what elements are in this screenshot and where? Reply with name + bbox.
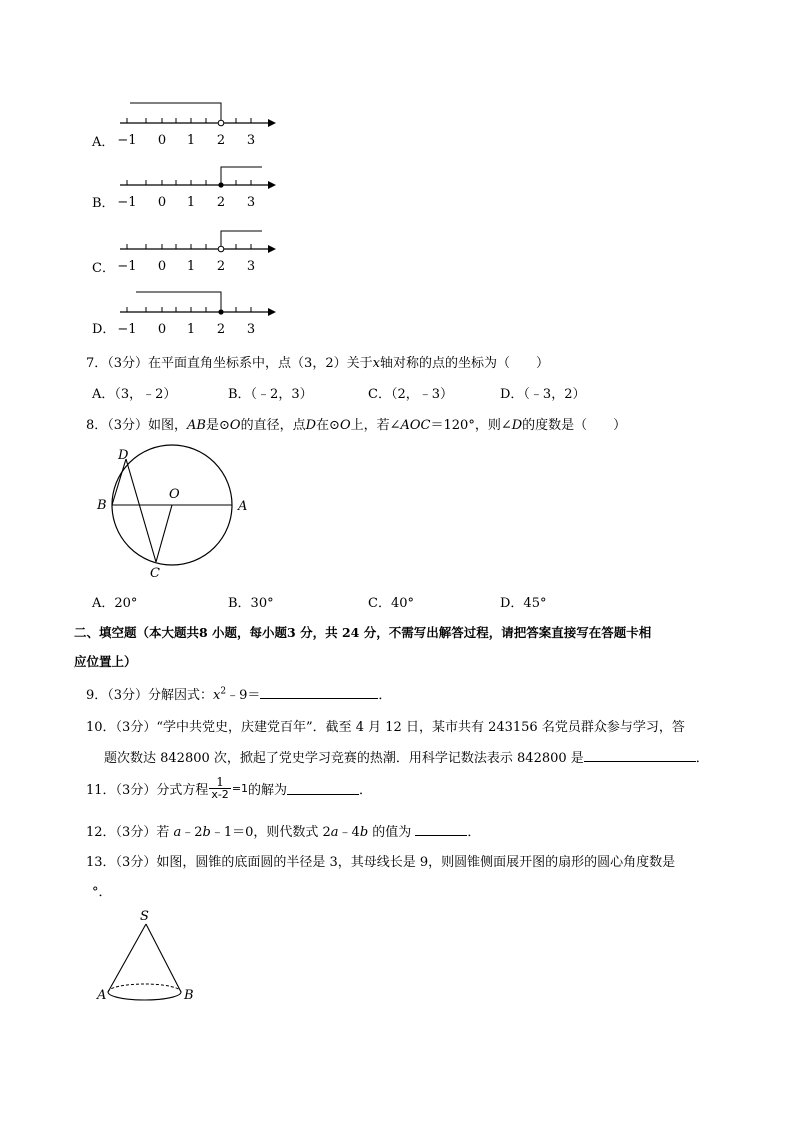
q11-fraction: $\frac{1}{x-2}$ [211, 775, 229, 801]
label-a: A [238, 499, 248, 514]
tick-label: 1 [186, 133, 196, 148]
q6-option-b-label: B． [92, 196, 115, 211]
base-front-arc [108, 992, 181, 1000]
q6-option-a-numberline [116, 98, 280, 150]
q12-answer-blank[interactable] [415, 823, 467, 836]
chord-dc [126, 459, 156, 562]
q9: 9．（3分）分解因式：$x^2﹣9=$ ． [86, 686, 392, 703]
svg-text:−1: −1 [117, 259, 137, 274]
label-o: O [169, 487, 180, 502]
cone-side-sa [108, 924, 146, 992]
svg-text:3: 3 [246, 195, 256, 210]
q8-option-c: C．40° [368, 596, 414, 611]
q8-option-a: A．20° [92, 596, 138, 611]
q11-answer-blank[interactable] [287, 782, 359, 795]
q11: 11．（3分）分式方程 $\frac{1}{x-2}$ =1的解为 ． [86, 775, 373, 801]
q6-option-d-numberline [116, 287, 280, 339]
tick-label: 2 [216, 133, 226, 148]
svg-text:1: 1 [186, 322, 196, 337]
svg-text:−1: −1 [117, 195, 137, 210]
q6-option-c-label: C． [92, 261, 115, 276]
svg-text:2: 2 [216, 195, 226, 210]
label-c: C [150, 566, 160, 581]
label-b: B [97, 498, 107, 513]
q6-option-d-label: D． [92, 322, 116, 337]
svg-text:2: 2 [216, 322, 226, 337]
svg-text:0: 0 [157, 195, 167, 210]
svg-text:0: 0 [157, 322, 167, 337]
closed-endpoint [218, 182, 223, 187]
radius-oc [156, 505, 172, 562]
q7-stem: 7．（3分）在平面直角坐标系中，点（3，2）关于x轴对称的点的坐标为（ ） [86, 356, 549, 371]
chord-bd [112, 459, 126, 505]
tick-label: 0 [157, 133, 167, 148]
svg-text:2: 2 [216, 259, 226, 274]
svg-text:0: 0 [157, 259, 167, 274]
q10-line1: 10．（3分）“学中共党史，庆建党百年”．截至 4 月 12 日，某市共有 243156 名党员群众参与学习，答 [86, 720, 685, 735]
q6-option-c-numberline [116, 224, 280, 276]
q10-answer-blank[interactable] [584, 749, 696, 762]
q7-option-b: B．（﹣2，3） [228, 387, 313, 402]
svg-text:−1: −1 [117, 322, 137, 337]
section2-heading-line1: 二、填空题（本大题共8 小题，每小题3 分，共 24 分，不需写出解答过程，请把答案直接写在答题卡相 [74, 625, 652, 640]
svg-text:3: 3 [246, 322, 256, 337]
base-back-arc [108, 984, 181, 992]
q8-circle-figure [90, 440, 260, 585]
q8-option-b: B．30° [228, 596, 274, 611]
svg-text:1: 1 [186, 259, 196, 274]
q10-line2: 题次数达 842800 次，掀起了党史学习竞赛的热潮．用科学记数法表示 842800 是 ． [104, 751, 709, 766]
q7-option-a: A．（3，﹣2） [92, 387, 177, 402]
axis-arrow [268, 119, 276, 127]
tick-label: 3 [246, 133, 256, 148]
q13-line2: °． [92, 885, 112, 900]
svg-text:3: 3 [246, 259, 256, 274]
q8-option-d: D．45° [500, 596, 547, 611]
q13-line1: 13．（3分）如图，圆锥的底面圆的半径是 3，其母线长是 9，则圆锥侧面展开图的扇形的圆心角度数是 [86, 855, 676, 870]
section2-heading-line2: 应位置上） [74, 654, 137, 669]
svg-text:1: 1 [186, 195, 196, 210]
q12: 12．（3分）若 a﹣2b﹣1＝0，则代数式 2a﹣4b 的值为 ． [86, 825, 481, 840]
solution-ray [130, 103, 221, 120]
q7-option-c: C．（2，﹣3） [368, 387, 453, 402]
label-d: D [118, 448, 129, 463]
q7-option-d: D．（﹣3，2） [500, 387, 586, 402]
open-endpoint [218, 120, 224, 126]
label-a: A [97, 988, 107, 1003]
label-s: S [140, 909, 149, 924]
q9-answer-blank[interactable] [260, 686, 378, 699]
label-b: B [184, 988, 194, 1003]
q8-stem: 8．（3分）如图，AB是⊙O的直径，点D在⊙O上，若∠AOC＝120°，则∠D的度数是（ ） [86, 418, 627, 433]
ticks [127, 118, 251, 123]
tick-label: −1 [117, 133, 137, 148]
q13-cone-figure [92, 906, 212, 1006]
q6-option-a-label: A． [92, 135, 115, 150]
cone-side-sb [146, 924, 181, 992]
q6-option-b-numberline [116, 160, 280, 212]
